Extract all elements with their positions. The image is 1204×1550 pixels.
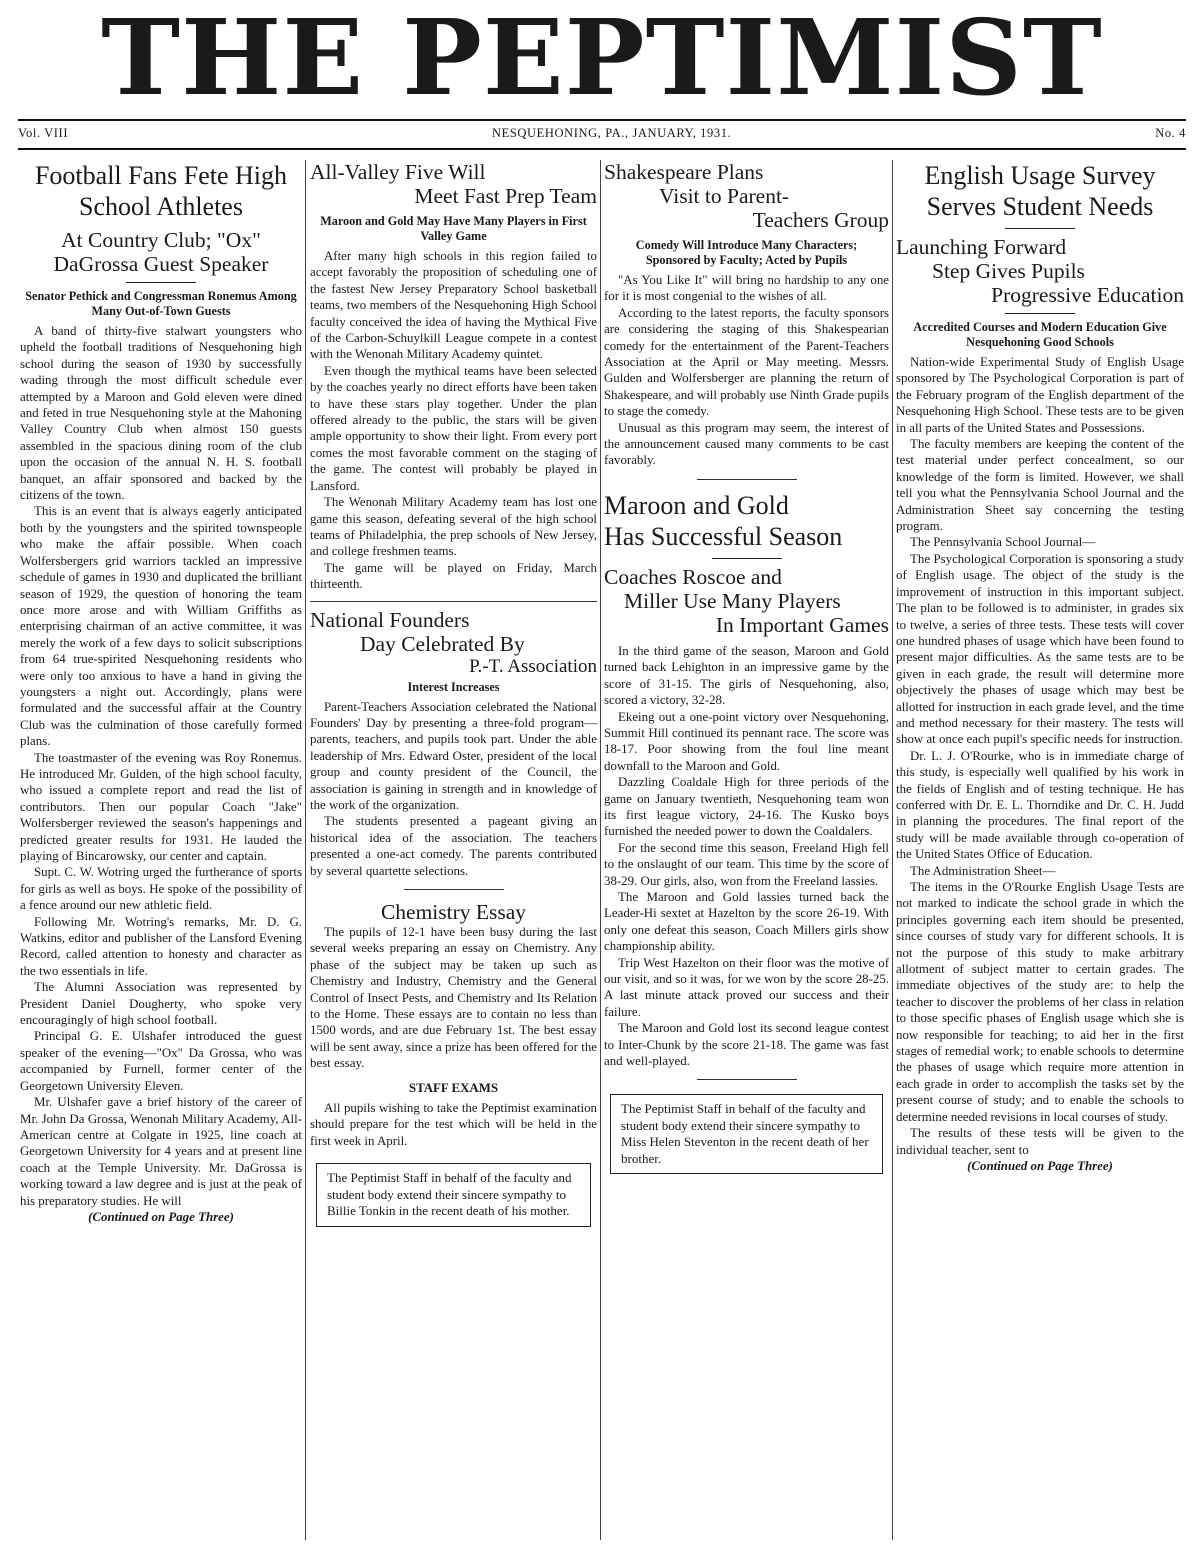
article-paragraph: The Pennsylvania School Journal— bbox=[910, 535, 1096, 550]
article-paragraph: The toastmaster of the evening was Roy Ronemus. He introduced Mr. Gulden, of the high school faculty, who issued a complete report and read the list of contributors. Then our popular Coach "Jake" Wolfersberger reviewed the season's happenings and predicted greater results for 1931. He lauded the playing of Bincarowsky, our center and captain. bbox=[20, 750, 302, 863]
article-paragraph: The pupils of 12-1 have been busy during the last several weeks preparing an essay on Chemistry. Any phase of the subject may be taken up such as Chemistry and Industry, Chemistry and the General Control of Insect Pests, and Chemistry and Its Relation to the Home. These essays are to contain no less than 1500 words, and are due February 1st. The best essay will be sent away, since a prize has been offered for the best essay. bbox=[310, 925, 597, 1071]
article-paragraph: The game will be played on Friday, March thirteenth. bbox=[310, 560, 597, 592]
season-headline-1: Maroon and Gold bbox=[604, 490, 789, 520]
masthead-rule-bottom bbox=[18, 148, 1186, 150]
article-paragraph: According to the latest reports, the faculty sponsors are considering the staging of this Shakespearian comedy for the entertainment of the Parent-Teachers Association at the April or May meeting. Messrs. Gulden and Wolfersberger are planning the return of Shakespeare, and will probably use Ninth Grade pupils to stage the comedy. bbox=[604, 305, 889, 419]
divider bbox=[126, 282, 196, 283]
allvalley-headline-2: Meet Fast Prep Team bbox=[414, 184, 597, 208]
article-paragraph: The items in the O'Rourke English Usage Tests are not marked to indicate the school grade in which the principles governing each item should be presented, since courses of study vary for different schools. It is not the purpose of this study to make arbitrary allotment of subject matter to certain grades. The immediate objectives of the study are: to help the teacher to discover the problems of her class in relation to those specific phases of English usage which she is now responsible for teaching; to aid her in the first stages of remedial work; to enable schools to determine the phases of usage which require more attention in each grade in order to accomplish the tasks set by the present course of study; and to enable the schools to determine needed revisions in local courses of study. bbox=[896, 880, 1184, 1124]
column-4 bbox=[896, 160, 1184, 1174]
column-2 bbox=[310, 160, 597, 1227]
article-paragraph: Dr. L. J. O'Rourke, who is in immediate charge of this study, is especially well qualified by his work in the fields of English and of testing technique. He has conferred with Dr. E. L. Thorndike and Dr. C. H. Judd in planning the procedures. The final report of the study will be made available through co-operation of the United States Office of Education. bbox=[896, 748, 1184, 862]
volume-label: Vol. VIII bbox=[18, 126, 69, 140]
football-headline: Football Fans Fete High School Athletes bbox=[34, 161, 288, 221]
article-paragraph: Ekeing out a one-point victory over Nesquehoning, Summit Hill continued its pennant race. The score was 18-17. Poor showing from the foul line meant downfall to the Maroon and Gold. bbox=[604, 709, 889, 773]
masthead-title: THE PEPTIMIST bbox=[101, 0, 1103, 119]
article-paragraph: Unusual as this program may seem, the interest of the announcement caused many comments to be cast favorably. bbox=[604, 420, 889, 468]
masthead-rule-top bbox=[18, 119, 1186, 121]
coaches-headline-1: Coaches Roscoe and bbox=[604, 564, 782, 589]
article-paragraph: Following Mr. Wotring's remarks, Mr. D. G. Watkins, editor and publisher of the Lansford Evening Record, called attention to honesty and character as the two essentials in life. bbox=[20, 914, 302, 978]
sympathy-box: The Peptimist Staff in behalf of the faculty and student body extend their sincere sympathy to Miss Helen Steventon in the recent death of her brother. bbox=[610, 1094, 883, 1174]
divider bbox=[1005, 313, 1075, 314]
article-paragraph: For the second time this season, Freeland High fell to the onslaught of our team. This time by the score of 38-29. Our girls, also, won from the Freeland lassies. bbox=[604, 840, 889, 888]
article-paragraph: Even though the mythical teams have been selected by the coaches yearly no direct efforts have been taken to have these stars play together. Under the plan offered already to the public, the stars will be given ample opportunity to show their light. From every port comes the most favorable comment on the staging of the game. The contest will probably be played in Lansford. bbox=[310, 363, 597, 493]
article-paragraph: The faculty members are keeping the content of the test material under perfect concealment, so our knowledge of the form is limited. However, we shall tell you what the Pennsylvania School Journal and the Administration Sheet say concerning the testing program. bbox=[896, 437, 1184, 534]
article-paragraph: The Alumni Association was represented by President Daniel Dougherty, who spoke very encouragingly of high school football. bbox=[20, 980, 302, 1028]
column-3 bbox=[604, 160, 889, 1174]
chemistry-headline: Chemistry Essay bbox=[380, 900, 527, 924]
article-paragraph: The students presented a pageant giving an historical idea of the association. The teachers presented a one-act comedy. The parents contributed by several quartette selections. bbox=[310, 814, 597, 878]
column-divider bbox=[305, 160, 306, 1540]
dateline: NESQUEHONING, PA., JANUARY, 1931. bbox=[492, 126, 732, 140]
article-paragraph: All pupils wishing to take the Peptimist examination should prepare for the test which will be held in the first week in April. bbox=[310, 1101, 597, 1148]
article-paragraph: A band of thirty-five stalwart youngsters who upheld the football traditions of Nesquehoning high school during the season of 1930 by successfully wading through the most difficult schedule ever attempted by a Maroon and Gold eleven were dined and feted in true Nesquehoning style at the Mahoning Valley Country Club when almost 150 guests assembled in the spacious dining room of the club upon the occasion of the annual N. H. S. football banquet, an affair sponsored and backed by the citizens of the town. bbox=[20, 324, 302, 503]
divider bbox=[310, 601, 597, 602]
divider bbox=[697, 479, 797, 480]
founders-headline-1: National Founders bbox=[310, 607, 470, 632]
article-paragraph: The Administration Sheet— bbox=[910, 863, 1056, 878]
article-paragraph: In the third game of the season, Maroon and Gold turned back Lehighton in an impressive game by the score of 31-15. The girls of Nesquehoning, also, scored a victory, 32-28. bbox=[604, 643, 889, 708]
football-subhead: At Country Club; "Ox" DaGrossa Guest Speaker bbox=[53, 228, 269, 276]
football-deck: Senator Pethick and Congressman Ronemus Among Many Out-of-Town Guests bbox=[25, 289, 297, 318]
coaches-headline-2: Miller Use Many Players bbox=[624, 588, 841, 613]
article-paragraph: Trip West Hazelton on their floor was the motive of our visit, and so it was, for we won by the score 28-25. A last minute attack proved our success and their failure. bbox=[604, 955, 889, 1019]
allvalley-deck: Maroon and Gold May Have Many Players in First Valley Game bbox=[320, 214, 587, 243]
coaches-headline-3: In Important Games bbox=[715, 612, 889, 637]
article-paragraph: The Wenonah Military Academy team has lost one game this season, defeating several of the high school teams of Philadelphia, the prep schools of New Jersey, and college freshmen teams. bbox=[310, 495, 597, 559]
english-headline-1: English Usage Survey bbox=[924, 161, 1156, 190]
article-paragraph: Nation-wide Experimental Study of English Usage sponsored by The Psychological Corporation is part of the February program of the English department of the Nesquehoning High School. These tests are to be given in all parts of the United States and Possessions. bbox=[896, 355, 1184, 435]
article-paragraph: The Maroon and Gold lost its second league contest to Inter-Chunk by the score 21-18. The game was fast and well-played. bbox=[604, 1021, 889, 1069]
season-headline-2: Has Successful Season bbox=[604, 521, 843, 551]
shakespeare-headline-2: Visit to Parent- bbox=[659, 184, 790, 208]
issue-number: No. 4 bbox=[1155, 126, 1186, 140]
article-paragraph: This is an event that is always eagerly anticipated both by the youngsters and the spirited townspeople who make the affair possible. When coach Wolfersbergers grid warriors tackled an impressive schedule of games in 1930 and duplicated the brilliant season of 1929, the question of honoring the team once more arose and with William Griffiths as enterprising chairman of an active committee, it was merely the work of a few days to solicit subscriptions from 64 true-spirited Nesquehoning residents who were only too anxious to have a hand in giving the youngsters a night out. Accordingly, plans were formulated and the successful affair at the Country Club was the culmination of those carefully formed plans. bbox=[20, 504, 302, 749]
english-deck: Accredited Courses and Modern Education Give Nesquehoning Good Schools bbox=[913, 320, 1167, 349]
sympathy-box: The Peptimist Staff in behalf of the faculty and student body extend their sincere sympathy to Billie Tonkin in the recent death of his mother. bbox=[316, 1163, 591, 1227]
article-paragraph: The results of these tests will be given to the individual teacher, sent to bbox=[896, 1126, 1184, 1157]
staff-exams-headline: STAFF EXAMS bbox=[408, 1080, 499, 1095]
article-paragraph: Mr. Ulshafer gave a brief history of the career of Mr. John Da Grossa, Wenonah Military Academy, All-American centre at Colgate in 1925, line coach at Georgetown University for 4 years and at present line coach at the Temple University. Mr. DaGrossa is working toward a law degree and is just at the peak of his preparatory studies. He will bbox=[20, 1095, 302, 1208]
divider bbox=[697, 1079, 797, 1080]
article-paragraph: The Psychological Corporation is sponsoring a study of English usage. The object of the study is the improvement of instruction in this important subject. The plan to be followed is to administer, in grades six to twelve, a series of three tests. These tests will cover one hundred phases of usage which have been found to present major difficulties. As the same tests are to be given in each grade, the result will determine more objectively the phases of usage which may best be allotted for instruction in each grade level, and the time and method necessary for their mastery. The tests will show at once each pupil's specific needs for instruction. bbox=[896, 551, 1184, 747]
article-paragraph: Principal G. E. Ulshafer introduced the guest speaker of the evening—"Ox" Da Grossa, who was accompanied by Furnell, former center of the Georgetown University Eleven. bbox=[20, 1029, 302, 1093]
article-paragraph: The Maroon and Gold lassies turned back the Leader-Hi sextet at Hazelton by the score 26-19. With only one defeat this season, Coach Millers girls show championship ability. bbox=[604, 889, 889, 954]
article-paragraph: After many high schools in this region failed to accept favorably the proposition of scheduling one of the fastest New Jersey Preparatory School basketball teams, two members of the Nesquehoning High School faculty conceived the idea of having the Mythical Five of the Carbon-Schuylkill League compete in a contest with the Wenonah Military Academy quintet. bbox=[310, 249, 597, 362]
divider bbox=[1005, 228, 1075, 229]
founders-headline-2: Day Celebrated By bbox=[360, 631, 525, 656]
dateline-bar bbox=[18, 126, 1186, 146]
divider bbox=[404, 889, 504, 890]
article-paragraph: Supt. C. W. Wotring urged the furtherance of sports for girls as well as boys. He spoke of the possibility of a fence around our new athletic field. bbox=[20, 865, 302, 913]
article-paragraph: Dazzling Coaldale High for three periods of the game on January twentieth, Nesquehoning team won its first league victory, 24-16. The Kusko boys furnished the needed power to down the Coaldalers. bbox=[604, 775, 889, 839]
continued-note: (Continued on Page Three) bbox=[88, 1209, 234, 1224]
shakespeare-deck: Comedy Will Introduce Many Characters; Sponsored by Faculty; Acted by Pupils bbox=[635, 238, 858, 267]
shakespeare-headline-3: Teachers Group bbox=[752, 208, 889, 232]
column-divider bbox=[600, 160, 601, 1540]
continued-note: (Continued on Page Three) bbox=[967, 1158, 1113, 1173]
founders-headline-3: P.-T. Association bbox=[469, 655, 597, 677]
english-subhead-2: Step Gives Pupils bbox=[932, 259, 1085, 283]
english-subhead-3: Progressive Education bbox=[991, 283, 1184, 307]
shakespeare-headline-1: Shakespeare Plans bbox=[604, 160, 764, 184]
allvalley-headline-1: All-Valley Five Will bbox=[310, 160, 486, 184]
article-paragraph: "As You Like It" will bring no hardship to any one for it is most congenial to the wishes of all. bbox=[604, 273, 889, 304]
column-divider bbox=[892, 160, 893, 1540]
column-1 bbox=[20, 160, 302, 1225]
english-headline-2: Serves Student Needs bbox=[926, 192, 1154, 221]
founders-deck: Interest Increases bbox=[407, 679, 500, 694]
divider bbox=[712, 558, 782, 559]
english-subhead-1: Launching Forward bbox=[896, 235, 1067, 259]
article-paragraph: Parent-Teachers Association celebrated the National Founders' Day by presenting a three-fold program—parents, teachers, and pupils took part. Under the able leadership of Mrs. Edward Oster, president of the local group and county president of the Council, the association is gaining in strength and in knowledge of the work of the organization. bbox=[310, 699, 597, 812]
